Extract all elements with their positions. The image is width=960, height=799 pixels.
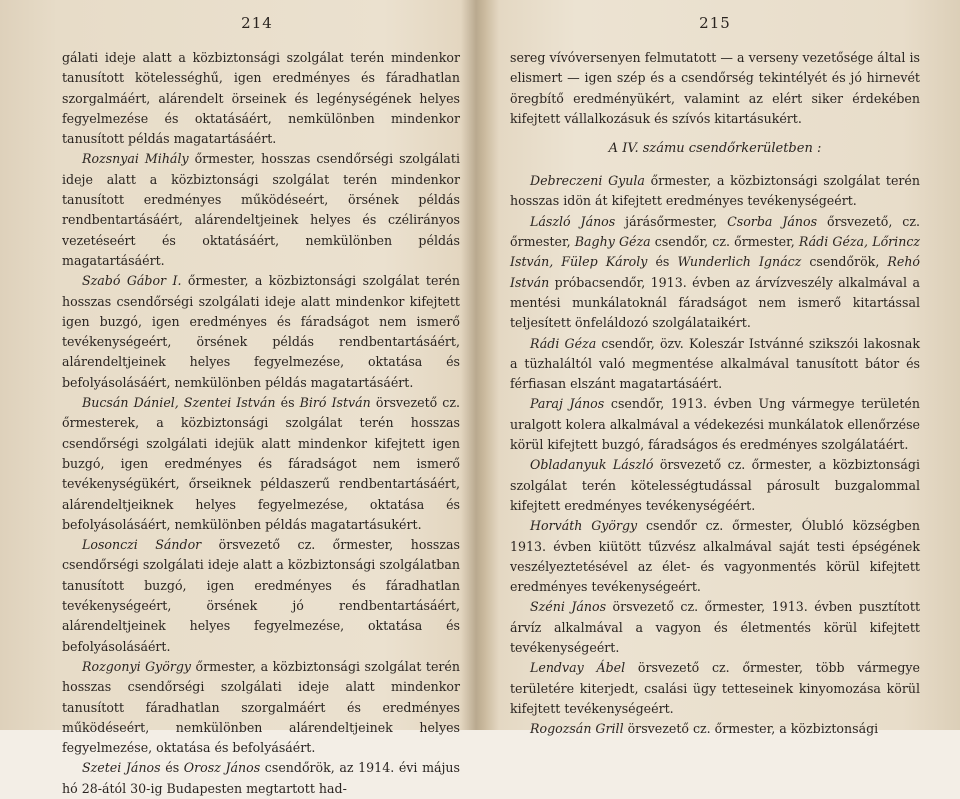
person-name: Lendvay Ábel — [530, 660, 626, 676]
paragraph-text: örsvezető cz. őrmester, több vármegye területére kiterjedt, csalási ügy tetteseinek kinyomozása körül kifejtett tevékenységeért. — [510, 660, 920, 716]
person-name: Rogozsán Grill — [530, 721, 624, 737]
paragraph — [62, 758, 460, 799]
person-name: László János — [530, 213, 616, 229]
paragraph-text: őrmester, a közbiztonsági szolgálat terén hosszas idön át kifejtett eredményes tevékenységeért. — [510, 173, 920, 209]
paragraph-text: őrmester, a közbiztonsági szolgálat terén hosszas csendőrségi szolgálati ideje alatt mindenkor kifejtett igen buzgó, igen eredményes és fáradságot nem ismerő tevékenységeért, örsének példás rendbentartásáért, alárendeltjeinek helyes fegyelmezése, oktatása és befolyásolásáért, nemkülönben példás magatartásáért. — [62, 273, 460, 390]
paragraph-text: örsvezető cz. őrmesterek, a közbiztonsági szolgálat terén hosszas csendőrségi szolgálati idejük alatt mindenkor kifejtett igen buzgó, igen eredményes és fáradságot nem ismerő tevékenységükért, őrseiknek példaszerű rendbentartásáért, alárendeltjeiknek helyes fegyelmezése, oktatása és befolyásolásáért, nemkülönben példás magatartásukért. — [62, 395, 460, 532]
connector-text: és — [275, 395, 300, 411]
paragraph — [510, 658, 920, 719]
person-name: Rehó István — [510, 254, 921, 290]
paragraph — [62, 149, 460, 271]
paragraph-text: örsvezető cz. őrmester, a közbiztonsági — [623, 721, 879, 737]
paragraph — [62, 48, 460, 149]
connector-text: és — [160, 760, 184, 776]
page-number: 214 — [241, 14, 273, 32]
paragraph-text: gálati ideje alatt a közbiztonsági szolgálat terén mindenkor tanusított kötelességhű, igen eredményes és fáradhatlan szorgalmáért, alárendelt örseinek és legénységének helyes fegyelmezése és oktatásáért, nemkülönben mindenkor tanusított példás magatartásáért. — [62, 50, 460, 147]
page-number: 215 — [699, 14, 731, 32]
paragraph-text: őrmester, a közbiztonsági szolgálat terén hosszas csendőrségi szolgálati ideje alatt mindenkor tanusított fáradhatlan szorgalmáért és eredményes működéseért, nemkülönben alárendeltjeinek helyes fegyelmezése, oktatása és befolyásáért. — [62, 658, 460, 756]
paragraph — [510, 212, 920, 334]
paragraph — [510, 455, 920, 516]
person-name: Debreczeni Gyula — [530, 173, 645, 189]
person-name: Obladanyuk László — [530, 457, 654, 473]
paragraph — [62, 393, 460, 535]
paragraph-text: csendőrök, — [801, 254, 888, 270]
paragraph — [510, 394, 920, 455]
paragraph-text: próbacsendőr, 1913. évben az árvízveszély alkalmával a mentési munkálatoknál fáradságot nem ismerő kitartással teljesített önfeláldozó szolgálataikért. — [510, 274, 920, 331]
section-title: A IV. számu csendőrkerületben : — [608, 141, 822, 157]
paragraph-text: csendőrök, az 1914. évi május hó 28-ától 30-ig Budapesten megtartott had- — [62, 760, 460, 796]
paragraph-text: őrsvezető, cz. őrmester, — [510, 213, 920, 250]
paragraph-text: örsvezető cz. őrmester, a közbiztonsági szolgálat terén kötelességtudással párosult buzgalommal kifejtett eredményes tevékenységéért. — [510, 457, 920, 513]
paragraph-text: csendőr, 1913. évben Ung vármegye területén uralgott kolera alkalmával a védekezési munkálatok ellenőrzése körül kifejtett buzgó, fáradságos és eredményes szolgálatáért. — [510, 396, 920, 453]
paragraph — [62, 535, 460, 657]
person-name: Széni János — [530, 599, 607, 615]
paragraph — [510, 719, 920, 739]
paragraph-text: járásőrmester, — [615, 213, 728, 229]
person-name: Szetei János — [82, 760, 161, 776]
person-name: Orosz János — [183, 760, 261, 776]
paragraph — [510, 597, 920, 658]
left-page — [0, 0, 478, 796]
paragraph-text: örsvezető cz. őrmester, 1913. évben pusztított árvíz alkalmával a vagyon és életmentés körül kifejtett tevékenységeért. — [510, 599, 920, 656]
connector-text: és — [647, 254, 678, 270]
person-name: Rádi Géza — [530, 335, 597, 351]
person-name: Losonczi Sándor — [82, 537, 202, 553]
person-name: Rádi Géza, Lőrincz István, Fülep Károly — [510, 234, 921, 270]
paragraph-text: csendőr cz. őrmester, Ólubló községben 1913. évben kiütött tűzvész alkalmával saját testi épségének veszélyeztetésével az élet- és vagyonmentés körül kifejtett eredményes tevékenységeért. — [510, 518, 920, 595]
paragraph-text: örsvezető cz. őrmester, hosszas csendőrségi szolgálati ideje alatt a közbiztonsági szolgálatban tanusított buzgó, igen eredményes és fáradhatlan tevékenységeért, örsének jó rendbentartásáért, alárendeltjeinek helyes fegyelmezése, oktatása és befolyásolásáért. — [62, 537, 460, 654]
paragraph-text: őrmester, hosszas csendőrségi szolgálati ideje alatt a közbiztonsági szolgálat terén mindenkor tanusított eredményes működéseért, örsének példás rendbentartásáért, alárendeltjeinek helyes és czélirányos vezetéseért és oktatásáért, nemkülönben példás magatartásáért. — [62, 151, 460, 268]
right-page — [482, 0, 960, 737]
paragraph: sereg vívóversenyen felmutatott — a verseny vezetősége által is elismert — igen szép és a csendőrség tekintélyét és jó hirnevét öregbítő eredményükért, valamint az elért siker érdekében kifejtett vállalkozásuk és szívós kitartásukért. — [510, 50, 920, 126]
paragraph-text: csendőr, cz. őrmester, — [650, 234, 799, 250]
paragraph — [510, 171, 920, 212]
paragraph — [510, 516, 920, 597]
paragraph — [62, 657, 460, 758]
paragraph — [62, 271, 460, 393]
person-name: Biró István — [299, 395, 371, 411]
person-name: Wunderlich Ignácz — [677, 254, 802, 270]
paragraph-text: csendőr, özv. Koleszár Istvánné szikszói lakosnak a tüzhaláltól való megmentése alkalmával tanusított bátor és férfiasan elszánt magatartásáért. — [510, 335, 920, 392]
person-name: Rozsnyai Mihály — [82, 151, 189, 167]
person-name: Baghy Géza — [574, 234, 651, 250]
person-name: Paraj János — [530, 396, 605, 412]
person-name: Csorba János — [727, 213, 818, 229]
person-name: Szabó Gábor I. — [82, 273, 182, 289]
paragraph — [510, 334, 920, 395]
person-name: Horváth György — [530, 518, 638, 534]
person-name: Bucsán Dániel, Szentei István — [82, 395, 276, 411]
person-name: Rozgonyi György — [82, 658, 192, 674]
